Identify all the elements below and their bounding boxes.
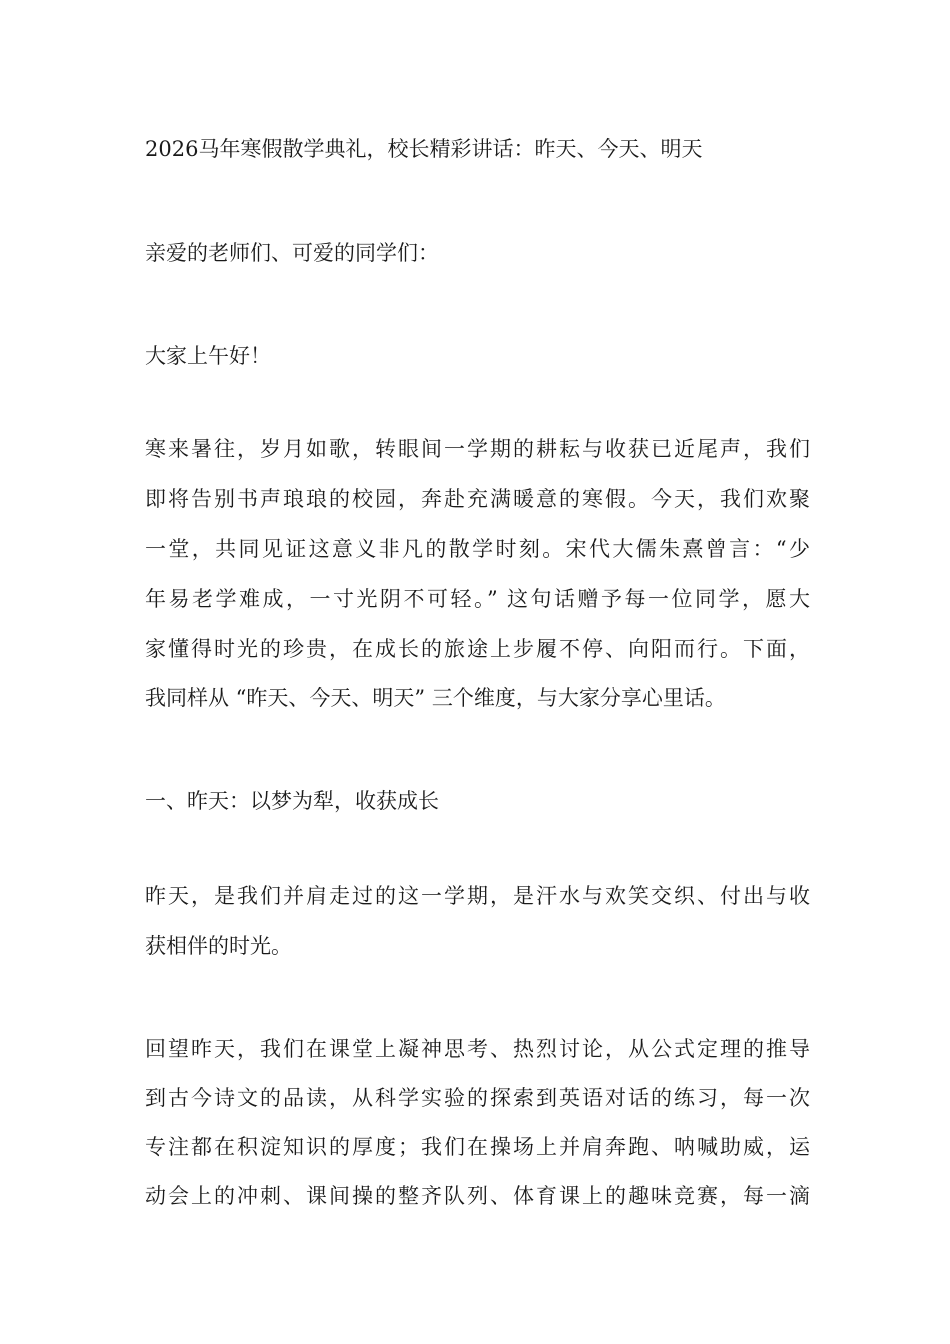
intro-line: 即将告别书声琅琅的校园，奔赴充满暖意的寒假。今天，我们欢聚 [145, 487, 810, 511]
intro-line: 家懂得时光的珍贵，在成长的旅途上步履不停、向阳而行。下面， [145, 637, 810, 661]
section1-paragraph2-line: 到古今诗文的品读，从科学实验的探索到英语对话的练习，每一次 [145, 1086, 810, 1110]
intro-line: 年易老学难成，一寸光阴不可轻。” 这句话赠予每一位同学，愿大 [145, 587, 810, 611]
document-title: 2026马年寒假散学典礼，校长精彩讲话：昨天、今天、明天 [145, 137, 703, 161]
section-heading: 一、昨天：以梦为犁，收获成长 [145, 789, 439, 813]
section1-paragraph2-line: 专注都在积淀知识的厚度；我们在操场上并肩奔跑、呐喊助威，运 [145, 1135, 810, 1159]
section1-paragraph1-line: 昨天，是我们并肩走过的这一学期，是汗水与欢笑交织、付出与收 [145, 884, 810, 908]
intro-line: 寒来暑往，岁月如歌，转眼间一学期的耕耘与收获已近尾声，我们 [145, 437, 810, 461]
section1-paragraph1-line: 获相伴的时光。 [145, 934, 292, 958]
section1-paragraph2-line: 动会上的冲刺、课间操的整齐队列、体育课上的趣味竞赛，每一滴 [145, 1184, 810, 1208]
greeting: 大家上午好！ [145, 344, 271, 368]
intro-line: 我同样从 “昨天、今天、明天” 三个维度，与大家分享心里话。 [145, 686, 726, 710]
intro-line: 一堂，共同见证这意义非凡的散学时刻。宋代大儒朱熹曾言：“少 [145, 537, 810, 561]
section1-paragraph2-line: 回望昨天，我们在课堂上凝神思考、热烈讨论，从公式定理的推导 [145, 1037, 810, 1061]
salutation: 亲爱的老师们、可爱的同学们： [145, 241, 439, 265]
